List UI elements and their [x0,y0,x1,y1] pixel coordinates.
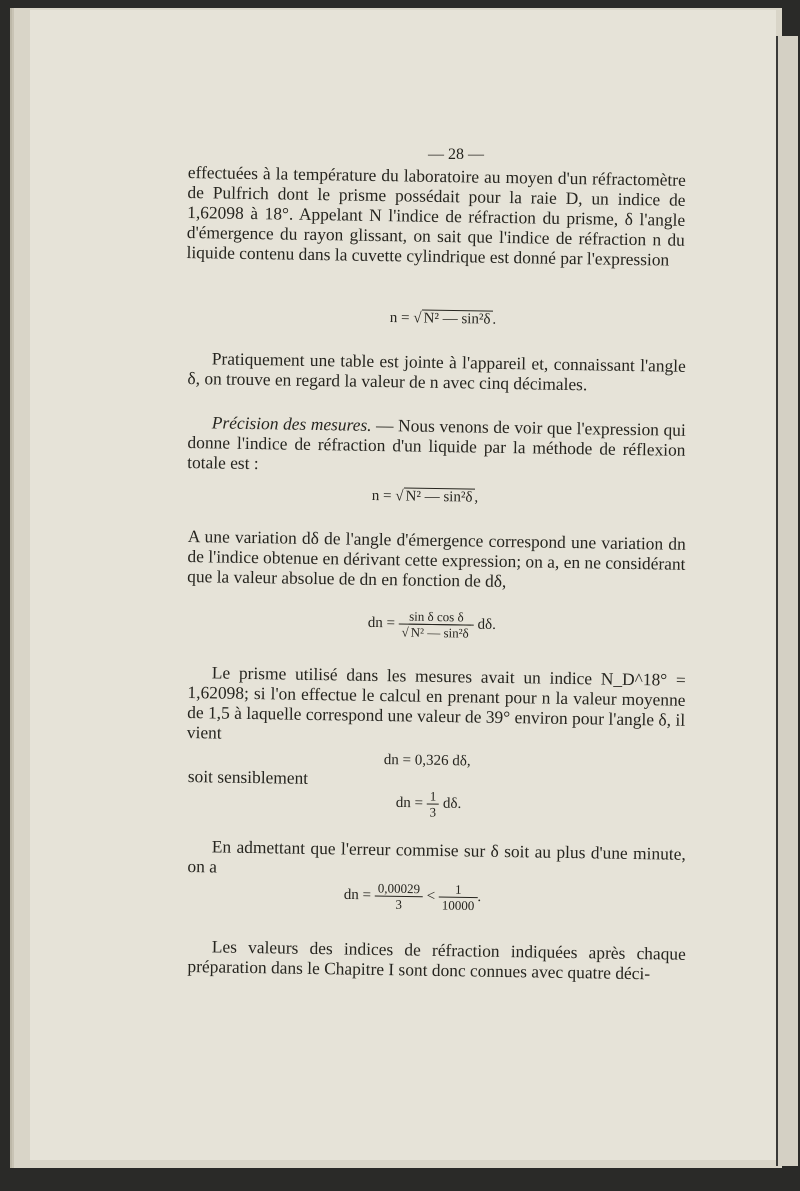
equation-2-end: , [474,489,479,506]
equation-5-lhs: dn = [395,794,427,812]
equation-6-less-than: < [422,888,440,905]
page-number: — 28 — [428,146,484,163]
equation-6-end: . [477,889,482,906]
equation-6-denominator: 3 [395,896,403,912]
equation-5-denominator: 3 [429,804,437,820]
paragraph-4-text: A une variation dδ de l'angle d'émergence correspond une variation dn de l'indice obtenue en dérivant cette expression; on a, en ne considérant que la valeur absolue de dn en fonction de dδ, [187,526,686,592]
equation-5-end: dδ. [439,795,462,812]
equation-3-numerator: sin δ cos δ [399,608,474,625]
paragraph-7-text: En admettant que l'erreur commise sur δ soit au plus d'une minute, on a [187,836,686,877]
paragraph-1 [186,162,686,270]
paragraph-3-text: — Nous venons de voir que l'expression qui donne l'indice de réfraction d'un liquide par la méthode de réflexion totale est : [187,414,686,474]
paragraph-4 [187,526,686,594]
equation-2-radicand: N² — sin²δ [403,487,474,505]
equation-2-lhs: n = [371,488,396,505]
equation-1-radicand: N² — sin²δ [421,309,492,327]
equation-6-denominator-2: 10000 [441,897,475,914]
equation-5 [396,788,462,820]
equation-6-lhs: dn = [343,886,375,904]
facing-page-edge [776,36,798,1166]
equation-6-numerator: 0,00029 [375,880,423,897]
equation-1: n = √ N² — sin²δ . [389,310,497,328]
equation-2: n = √ N² — sin²δ , [371,488,479,506]
equation-6-numerator-2: 1 [439,881,478,898]
paragraph-6-text: soit sensiblement [187,766,309,788]
paragraph-5-text: Le prisme utilisé dans les mesures avait un indice N_D^18° = 1,62098; si l'on effectue le calcul en prenant pour n la valeur moyenne de 1,5 à laquelle correspond une valeur de 39° environ pour l'angle δ, il vient [186,662,686,743]
equation-4-text: dn = 0,326 dδ, [383,752,471,770]
paragraph-2 [187,348,686,396]
section-heading: Précision des mesures. [211,412,372,435]
equation-3-lhs: dn = [367,614,399,632]
equation-4 [384,752,471,770]
equation-3-end: dδ. [473,616,497,633]
equation-5-numerator: 1 [427,788,440,804]
paragraph-1-text: effectuées à la température du laboratoire au moyen d'un réfractomètre de Pulfrich dont le prisme possédait pour la raie D, un indice de 1,62098 à 18°. Appelant N l'indice de réfraction du prisme, δ l'angle d'émergence du rayon glissant, on sait que l'indice de réfraction n du liquide contenu dans la cuvette cylindrique est donné par l'expression [186,162,686,270]
equation-3: dn = $\frac{\text{sin δ cos δ}}{\text{√ N² — sin²δ}}$ dδ. [367,608,497,641]
paragraph-2-text: Pratiquement une table est jointe à l'appareil et, connaissant l'angle δ, on trouve en regard la valeur de n avec cinq décimales. [187,348,686,395]
paragraph-7 [187,836,686,884]
paragraph-8-text: Les valeurs des indices de réfraction indiquées après chaque préparation dans le Chapitre I sont donc connues avec quatre déci- [187,936,686,984]
equation-1-end: . [492,311,497,328]
equation-1-lhs: n = [389,310,414,327]
paragraph-5 [187,662,686,750]
equation-6 [344,880,482,913]
paragraph-3 [187,412,686,480]
paragraph-8 [187,936,686,984]
equation-3-denominator: N² — sin²δ [409,624,471,641]
